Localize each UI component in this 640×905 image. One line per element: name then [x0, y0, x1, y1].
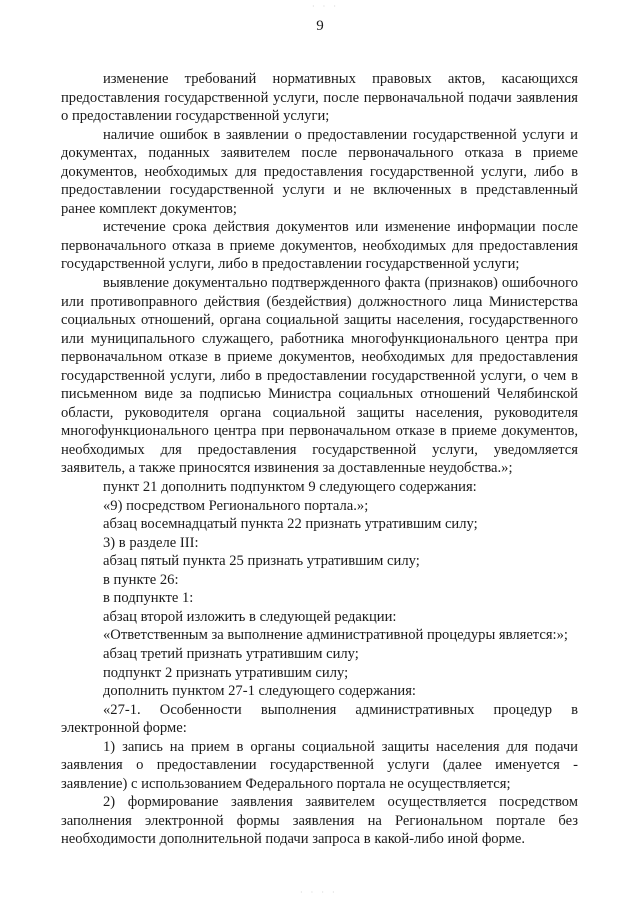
paragraph: абзац второй изложить в следующей редакции:: [103, 608, 397, 625]
paragraph: изменение требований нормативных правовых актов, касающихся предоставления государственной услуги, после первоначальной подачи заявления о предоставлении государственной услуги;: [61, 71, 578, 125]
paragraph: «Ответственным за выполнение административной процедуры является:»;: [103, 627, 568, 644]
scan-artifact: · · ·: [312, 2, 339, 11]
paragraph: абзац восемнадцатый пункта 22 признать утратившим силу;: [103, 516, 478, 533]
paragraph: пункт 21 дополнить подпунктом 9 следующего содержания:: [103, 479, 477, 496]
paragraph: подпункт 2 признать утратившим силу;: [103, 664, 349, 681]
paragraph: выявление документально подтвержденного факта (признаков) ошибочного или противоправного действия (бездействия) должностного лица Министерства социальных отношений, органа социальной защиты населения, государственного или муниципального служащего, работника многофункционального центра при первоначальном отказе в приеме документов, необходимых для предоставления государственной услуги, либо в предоставлении государственной услуги, о чем в письменном виде за подписью Министра социальных отношений Челябинской области, руководителя органа социальной защиты населения, руководителя многофункционального центра при первоначальном отказе в приеме документов, необходимых для предоставления государственной услуги, уведомляется заявитель, а также приносятся извинения за доставленные неудобства.»;: [61, 275, 578, 477]
scan-artifact: · · · ·: [300, 888, 338, 897]
paragraph: абзац третий признать утратившим силу;: [103, 645, 359, 662]
paragraph: наличие ошибок в заявлении о предоставлении государственной услуги и документах, поданных заявителем после первоначального отказа в приеме документов, необходимых для предоставления государственной услуги, либо в предоставлении государственной услуги и не включенных в представленный ранее комплект документов;: [61, 126, 578, 217]
paragraph: 2) формирование заявления заявителем осуществляется посредством заполнения электронной формы заявления на Региональном портале без необходимости дополнительной подачи запроса в какой-либо иной форме.: [61, 794, 578, 848]
paragraph: в пункте 26:: [103, 571, 179, 588]
paragraph: «9) посредством Регионального портала.»;: [103, 497, 369, 514]
paragraph: 3) в разделе III:: [103, 534, 199, 551]
page-number: 9: [316, 18, 324, 34]
paragraph: 1) запись на прием в органы социальной защиты населения для подачи заявления о предоставлении государственной услуги (далее именуется - заявление) с использованием Федерального портала не осуществляется;: [61, 738, 578, 792]
paragraph: истечение срока действия документов или изменение информации после первоначального отказа в приеме документов, необходимых для предоставления государственной услуги, либо в предоставлении государственной услуги;: [61, 219, 578, 273]
paragraph: дополнить пунктом 27-1 следующего содержания:: [103, 683, 416, 700]
paragraph: абзац пятый пункта 25 признать утратившим силу;: [103, 553, 420, 570]
paragraph: в подпункте 1:: [103, 590, 194, 607]
document-body: [61, 70, 578, 849]
paragraph: «27-1. Особенности выполнения административных процедур в электронной форме:: [61, 701, 578, 737]
